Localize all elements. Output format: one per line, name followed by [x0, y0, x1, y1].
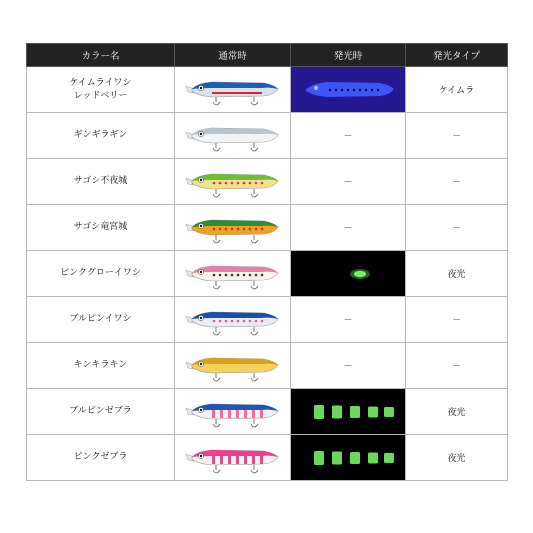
color-name: ギンギラギン — [73, 130, 128, 141]
table-row — [27, 343, 508, 389]
normal-cell — [175, 435, 291, 481]
normal-cell — [175, 297, 291, 343]
color-name: ピンクグローイワシ — [60, 268, 141, 279]
normal-cell — [175, 113, 291, 159]
lure-image — [182, 162, 284, 202]
glow-type-cell: 夜光 — [406, 251, 508, 297]
header-glow-type: 発光タイプ — [406, 44, 508, 67]
lure-image — [182, 392, 284, 432]
table-row — [27, 435, 508, 481]
normal-cell — [175, 67, 291, 113]
color-name-cell — [27, 435, 175, 481]
glow-cell — [291, 389, 406, 435]
glow-type-cell: － — [406, 343, 508, 389]
normal-cell — [175, 205, 291, 251]
color-name: ブルピンゼブラ — [69, 406, 132, 417]
lure-image — [182, 70, 284, 110]
table-row — [27, 205, 508, 251]
glow-dash: － — [343, 316, 353, 326]
color-name-cell — [27, 113, 175, 159]
lure-image — [182, 300, 284, 340]
normal-cell — [175, 389, 291, 435]
color-name: キンキラキン — [73, 360, 128, 371]
glow-cell — [291, 297, 406, 343]
glow-image — [298, 70, 398, 110]
glow-type-cell: － — [406, 113, 508, 159]
glow-cell — [291, 67, 406, 113]
lure-image — [182, 346, 284, 386]
color-name-cell — [27, 67, 175, 113]
glow-dash: － — [343, 224, 353, 234]
color-name: サゴシ竜宮城 — [73, 222, 128, 233]
lure-image — [182, 438, 284, 478]
header-color-name: カラー名 — [27, 44, 175, 67]
glow-image — [298, 252, 398, 296]
table-header — [27, 44, 508, 67]
table-row — [27, 67, 508, 113]
glow-dash: － — [343, 132, 353, 142]
glow-type-cell: ケイムラ — [406, 67, 508, 113]
glow-cell — [291, 343, 406, 389]
glow-cell — [291, 205, 406, 251]
table-row — [27, 113, 508, 159]
color-name: ケイムライワシ — [69, 78, 132, 89]
normal-cell — [175, 159, 291, 205]
glow-cell — [291, 113, 406, 159]
lure-color-table — [26, 43, 508, 481]
glow-type-cell: － — [406, 205, 508, 251]
glow-cell — [291, 251, 406, 297]
lure-image — [182, 116, 284, 156]
color-name: サゴシ不夜城 — [73, 176, 128, 187]
header-glow: 発光時 — [291, 44, 406, 67]
glow-type-cell: 夜光 — [406, 435, 508, 481]
normal-cell — [175, 343, 291, 389]
color-name-cell — [27, 205, 175, 251]
lure-image — [182, 254, 284, 294]
table-row — [27, 159, 508, 205]
header-normal: 通常時 — [175, 44, 291, 67]
glow-type-cell: 夜光 — [406, 389, 508, 435]
color-name: レッドベリー — [73, 90, 128, 101]
table-row — [27, 389, 508, 435]
glow-image — [298, 436, 398, 480]
glow-dash: － — [343, 362, 353, 372]
color-name-cell — [27, 251, 175, 297]
header-row — [27, 44, 508, 67]
color-name: ブルピンイワシ — [69, 314, 132, 325]
glow-type-cell: － — [406, 159, 508, 205]
color-name-cell — [27, 297, 175, 343]
glow-dash: － — [343, 178, 353, 188]
normal-cell — [175, 251, 291, 297]
glow-image — [298, 390, 398, 434]
glow-cell — [291, 159, 406, 205]
glow-cell — [291, 435, 406, 481]
table-row — [27, 297, 508, 343]
color-name: ピンクゼブラ — [73, 452, 128, 463]
color-name-cell — [27, 343, 175, 389]
table-row — [27, 251, 508, 297]
lure-image — [182, 208, 284, 248]
table-body — [27, 67, 508, 481]
glow-type-cell: － — [406, 297, 508, 343]
color-name-cell — [27, 159, 175, 205]
color-name-cell — [27, 389, 175, 435]
